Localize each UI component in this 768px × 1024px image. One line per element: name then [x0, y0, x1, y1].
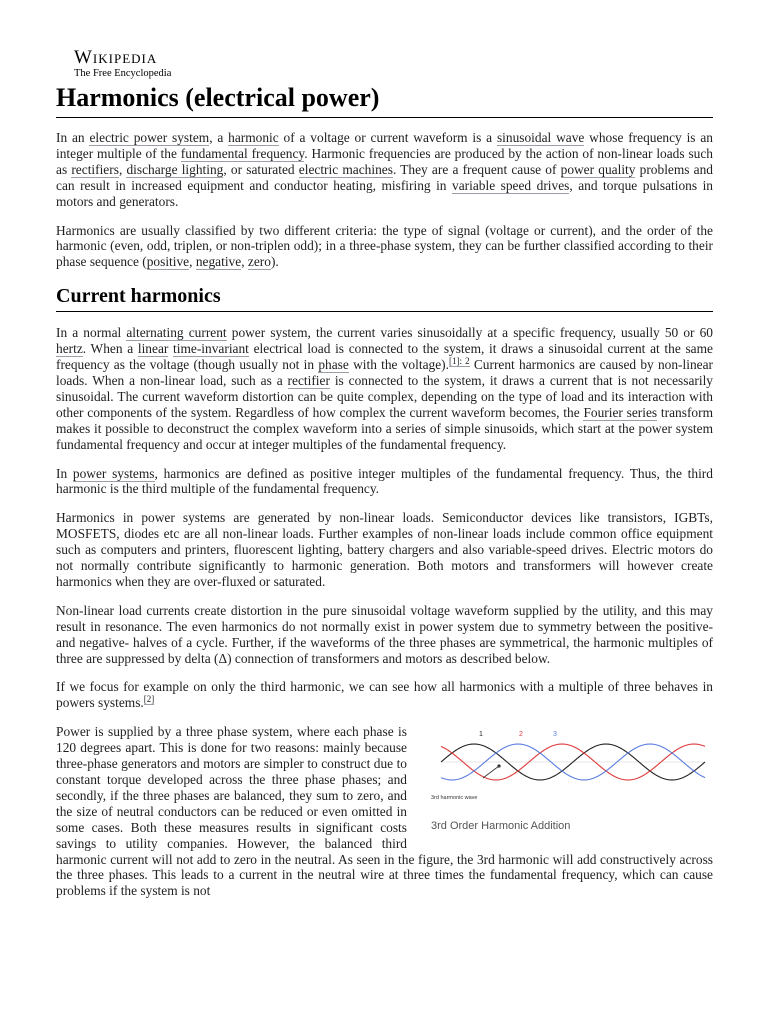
- section-paragraph-5: [56, 679, 713, 711]
- text: with the voltage).: [348, 357, 449, 373]
- link-negative[interactable]: negative: [195, 254, 242, 270]
- figure-3rd-order-harmonic[interactable]: [423, 726, 713, 832]
- link-rectifiers[interactable]: rectifiers: [71, 161, 119, 177]
- intro-paragraph-1: [56, 130, 713, 210]
- link-hertz[interactable]: hertz: [56, 341, 83, 357]
- section-paragraph-3: Harmonics in power systems are generated by non-linear loads. Semiconductor devices like transistors, IGBTs, MOSFETS, diodes etc are all non-linear loads. Further examples of non-linear loads include common office equipment such as computers and printers, fluorescent lighting, battery chargers and also variable-speed drives. Electric motors do not normally contribute significantly to harmonic generation. Both motors and transformers will however create harmonics when they are over-fluxed or saturated.: [56, 510, 713, 589]
- link-discharge-lighting[interactable]: discharge lighting: [126, 161, 224, 177]
- text: ).: [270, 254, 279, 270]
- link-power-quality[interactable]: power quality: [560, 161, 636, 177]
- text: problems and can result in increased equipment and conductor heating, misfiring in: [56, 161, 713, 193]
- link-sinusoidal-wave[interactable]: sinusoidal wave: [496, 130, 585, 145]
- link-linear[interactable]: linear: [137, 341, 169, 357]
- section-paragraph-2: [56, 466, 713, 498]
- figure-caption: 3rd Order Harmonic Addition: [431, 820, 571, 833]
- link-zero[interactable]: zero: [247, 254, 271, 270]
- logo-tagline: The Free Encyclopedia: [74, 68, 172, 79]
- link-phase[interactable]: phase: [318, 357, 349, 373]
- text: , harmonics are defined as positive integer multiples of the fundamental frequency. Thus, the third harmonic is the third multiple of the fundamental frequency.: [56, 465, 713, 497]
- link-harmonic[interactable]: harmonic: [228, 130, 279, 145]
- section-paragraph-6: Power is supplied by a three phase system, where each phase is 120 degrees apart. This is done for two reasons: mainly because three-phase generators and motors are simpler to construct due to constant torque developed across the three phase phases; and secondly, if the three phases are balanced, they sum to zero, and the size of neutral conductors can be reduced or even omitted in some cases. Both these measures results in significant costs savings to utility companies. However, the balanced third harmonic current will not add to zero in the neutral. As seen in the figure, the 3rd harmonic will add constructively across the three phases. This leads to a current in the neutral wire at three times the fundamental frequency, which can cause problems if the system is not: [56, 724, 713, 899]
- text: . Harmonic frequencies are produced by the action of non-linear loads such as: [56, 145, 713, 177]
- text: . When a: [82, 341, 138, 357]
- link-rectifier[interactable]: rectifier: [287, 372, 330, 388]
- text: of a voltage or current waveform is a: [278, 130, 497, 145]
- label-2: 2: [519, 731, 523, 739]
- text: is connected to the system, it draws a current that is not necessarily sinusoidal. The current waveform distortion can be quite complex, depending on the type of load and its interaction with other components of the system. Regardless of how complex the current waveform becomes, the: [56, 372, 713, 420]
- section-paragraph-4: Non-linear load currents create distortion in the pure sinusoidal voltage waveform supplied by the utility, and this may result in resonance. The even harmonics do not normally exist in power system due to symmetry between the positive- and negative- halves of a cycle. Further, if the waveforms of the three phases are symmetrical, the harmonic multiples of three are suppressed by delta (Δ) connection of transformers and motors as described below.: [56, 602, 713, 666]
- link-fourier-series[interactable]: Fourier series: [583, 404, 658, 420]
- link-positive[interactable]: positive: [146, 254, 190, 270]
- text: electrical load is connected to the system, it draws a sinusoidal current at the same frequency as the voltage (though usually not in: [56, 341, 713, 373]
- text: power system, the current varies sinusoidally at a specific frequency, usually 50 or 60: [226, 325, 713, 341]
- text: In: [56, 465, 73, 481]
- link-power-systems[interactable]: power systems: [72, 465, 155, 481]
- text: whose frequency is an integer multiple of the: [56, 130, 713, 161]
- pointer-line: [483, 766, 499, 778]
- text: ,: [118, 161, 127, 177]
- text: , a: [209, 130, 229, 145]
- text: Current harmonics are caused by non-linear loads. When a non-linear load, such as a: [56, 357, 714, 388]
- link-electric-power-system[interactable]: electric power system: [89, 130, 210, 145]
- article-body: [56, 130, 713, 899]
- harmonic-wave-label: 3rd harmonic wave: [431, 795, 478, 802]
- harmonic-diagram: [423, 726, 713, 818]
- pointer-dot: [497, 765, 500, 768]
- text: If we focus for example on only the third harmonic, we can see how all harmonics with a multiple of three behaves in powers systems.: [56, 679, 713, 711]
- text: ,: [241, 254, 248, 270]
- intro-paragraph-2: [56, 223, 713, 271]
- text: . They are a frequent cause of: [392, 161, 561, 177]
- section-heading-current-harmonics: Current harmonics: [56, 283, 713, 312]
- link-fundamental-frequency[interactable]: fundamental frequency: [180, 145, 305, 161]
- citation-1[interactable]: [1]: 2: [448, 355, 470, 366]
- wikipedia-logo[interactable]: [74, 48, 171, 80]
- link-electric-machines[interactable]: electric machines: [298, 161, 393, 177]
- text: In an: [56, 130, 90, 145]
- label-1: 1: [479, 731, 483, 739]
- link-variable-speed-drives[interactable]: variable speed drives: [452, 177, 570, 193]
- link-alternating-current[interactable]: alternating current: [126, 325, 227, 341]
- text: In a normal: [56, 325, 127, 341]
- text: ,: [189, 254, 196, 270]
- text: , and torque pulsations in motors and generators.: [56, 177, 713, 209]
- link-time-invariant[interactable]: time-invariant: [173, 341, 249, 357]
- text: , or saturated: [223, 161, 299, 177]
- label-3: 3: [553, 731, 557, 739]
- text: transform makes it possible to deconstruct the complex waveform into a series of simple sinusoids, which start at the power system fundamental frequency and occur at integer multiples of the fundamental frequency.: [56, 404, 713, 452]
- text: Harmonics are usually classified by two different criteria: the type of signal (voltage or current), and the order of the harmonic (even, odd, triplen, or non-triplen odd); in a three-phase system, they can be further classified according to their phase sequence (: [56, 222, 713, 270]
- page-title: Harmonics (electrical power): [56, 82, 713, 118]
- citation-2[interactable]: [2]: [143, 693, 155, 704]
- logo-wordmark: Wikipedia: [74, 47, 158, 68]
- section-paragraph-1: [56, 325, 713, 452]
